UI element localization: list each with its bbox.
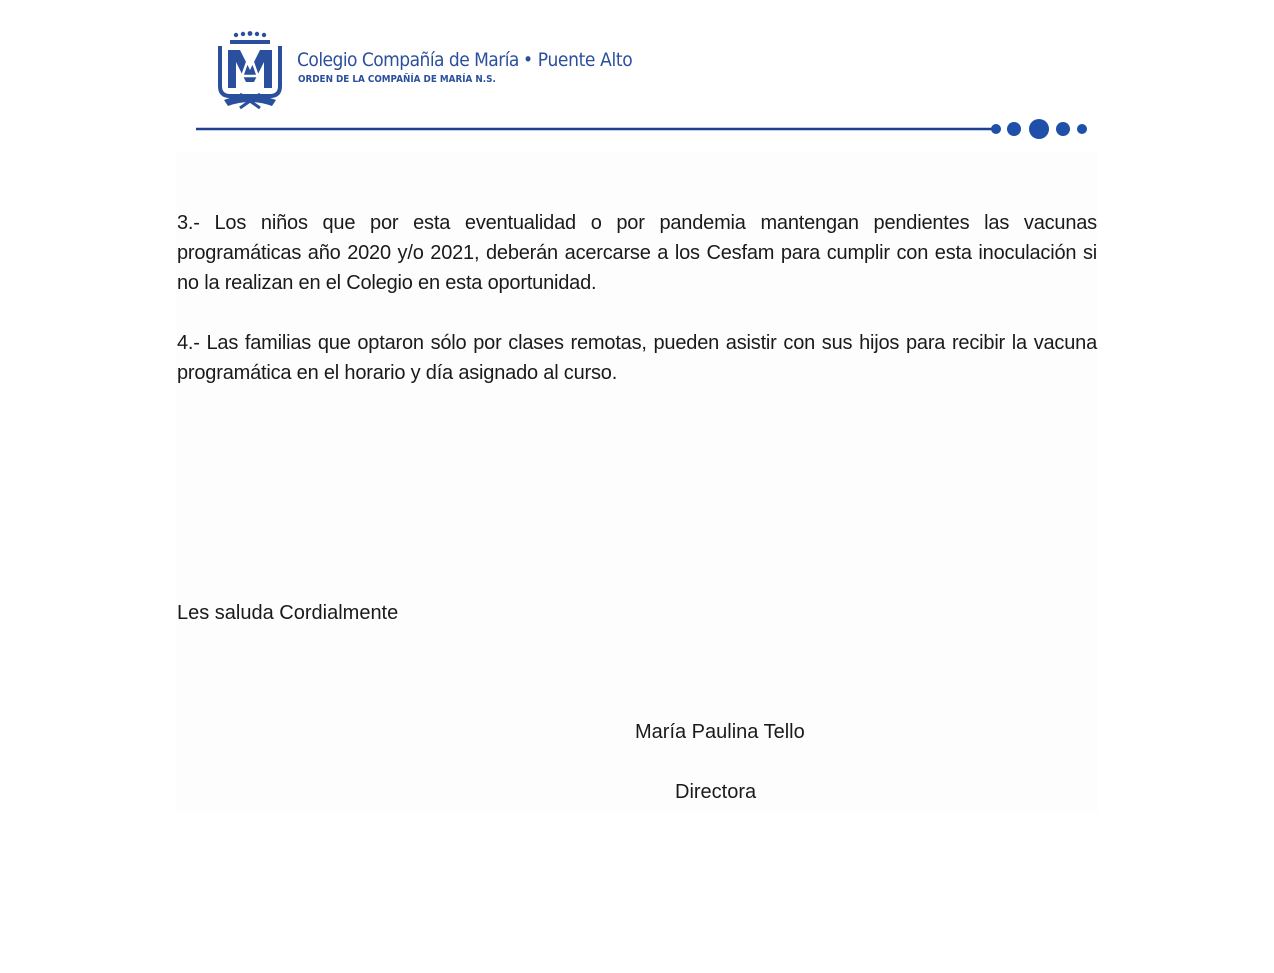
- header-divider: [196, 110, 1096, 140]
- closing-salutation: Les saluda Cordialmente: [177, 602, 399, 624]
- school-location: • Puente Alto: [523, 49, 633, 71]
- paragraph-item-4: 4.- Las familias que optaron sólo por clases remotas, pueden asistir con sus hijos para recibir la vacuna programática en el horario y día asignado al curso.: [177, 332, 1097, 384]
- paragraph-item-3: 3.- Los niños que por esta eventualidad o por pandemia mantengan pendientes las vacunas programáticas año 2020 y/o 2021, deberán acercarse a los Cesfam para cumplir con esta inoculación si no la realizan en el Colegio en esta oportunidad.: [177, 212, 1097, 294]
- school-crest-icon: [214, 30, 286, 110]
- signer-title: Directora: [675, 781, 757, 803]
- school-name: Colegio Compañía de María: [297, 49, 519, 71]
- order-name: ORDEN DE LA COMPAÑÍA DE MARÍA N.S.: [298, 74, 496, 85]
- signer-name: María Paulina Tello: [635, 721, 805, 743]
